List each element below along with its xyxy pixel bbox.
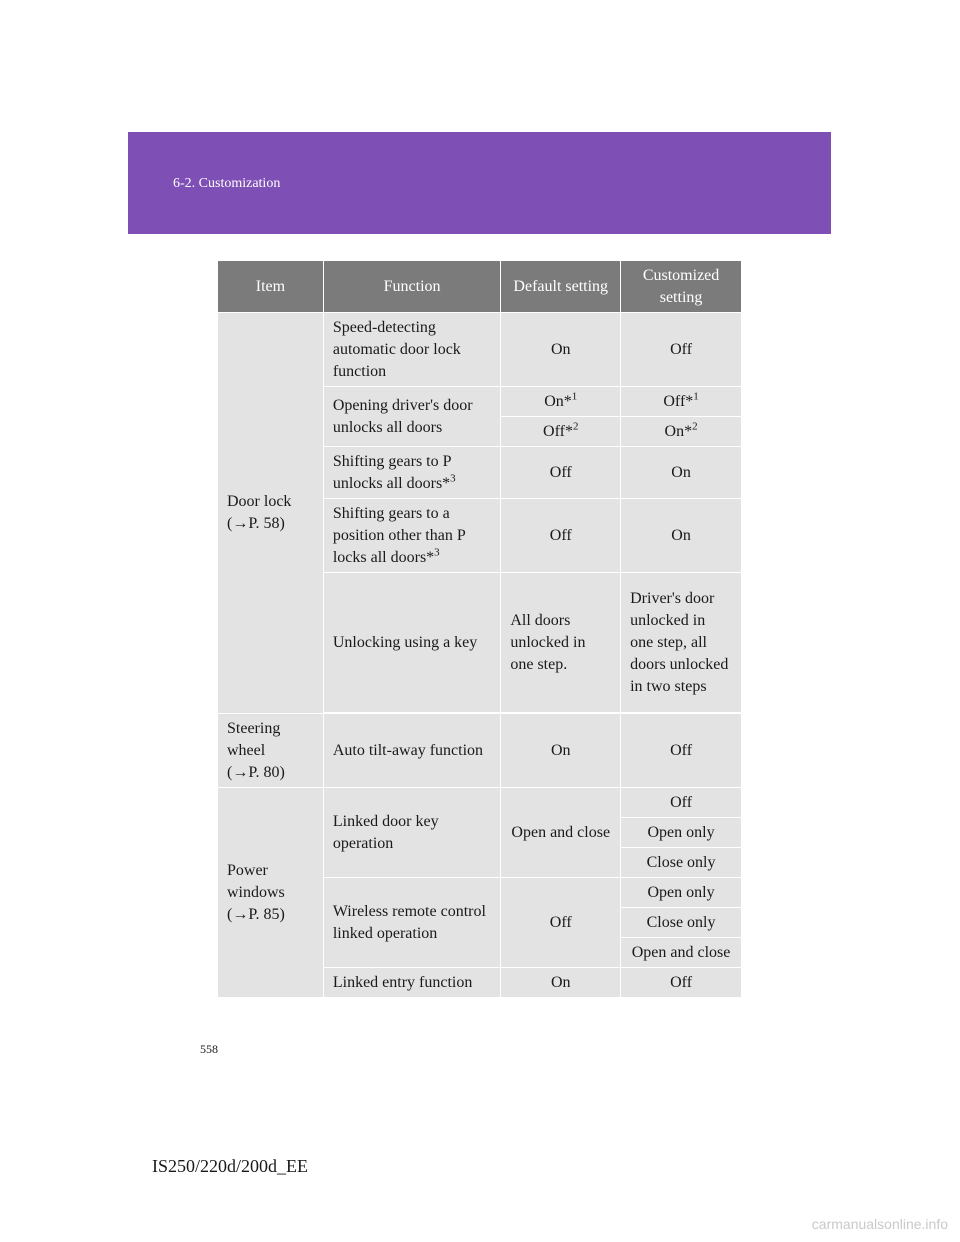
item-steering <box>218 714 324 788</box>
function-shift-other <box>323 499 501 573</box>
custom-opening-driver-2-value: On* <box>664 422 693 440</box>
custom-speed-detecting: Off <box>621 313 742 387</box>
footnote-marker: 2 <box>572 420 579 433</box>
default-opening-driver-1-value: On* <box>544 392 572 410</box>
table-row <box>218 788 742 818</box>
custom-tilt-away: Off <box>621 714 742 788</box>
function-shift-p <box>323 447 501 499</box>
function-shift-p-text: Shifting gears to P unlocks all doors* <box>332 452 451 492</box>
footnote-marker: 3 <box>434 546 440 559</box>
function-shift-other-text: Shifting gears to a position other than P locks all doors* <box>332 504 466 566</box>
custom-opening-driver-1 <box>621 387 742 417</box>
default-linked-entry: On <box>501 968 621 998</box>
table-row <box>218 313 742 387</box>
custom-linked-door-key-0: Off <box>621 788 742 818</box>
custom-opening-driver-1-value: Off* <box>663 392 694 410</box>
header-band <box>128 132 831 234</box>
col-header-default: Default setting <box>501 261 621 313</box>
default-speed-detecting: On <box>501 313 621 387</box>
default-linked-door-key: Open and close <box>501 788 621 878</box>
default-tilt-away: On <box>501 714 621 788</box>
custom-linked-entry: Off <box>621 968 742 998</box>
col-header-item: Item <box>218 261 324 313</box>
item-door-lock-label: Door lock <box>227 493 292 510</box>
col-header-customized: Customized setting <box>621 261 742 313</box>
default-opening-driver-1 <box>501 387 621 417</box>
item-door-lock-ref: (→P. 58) <box>227 515 285 532</box>
watermark: carmanualsonline.info <box>811 1216 948 1232</box>
default-wireless-remote: Off <box>501 878 621 968</box>
custom-shift-other: On <box>621 499 742 573</box>
default-unlock-key: All doors unlocked in one step. <box>501 573 621 713</box>
footnote-marker: 3 <box>450 472 456 485</box>
table-header-row <box>218 261 742 313</box>
custom-linked-door-key-1: Open only <box>621 818 742 848</box>
section-label: 6-2. Customization <box>173 176 281 191</box>
default-opening-driver-2-value: Off* <box>543 422 573 440</box>
col-header-function: Function <box>323 261 501 313</box>
custom-unlock-key: Driver's door unlocked in one step, all doors unlocked in two steps <box>621 573 742 713</box>
item-steering-ref: (→P. 80) <box>227 763 285 781</box>
custom-shift-p: On <box>621 447 742 499</box>
function-opening-driver: Opening driver's door unlocks all doors <box>323 387 501 447</box>
custom-wireless-remote-2: Open and close <box>621 938 742 968</box>
function-tilt-away: Auto tilt-away function <box>323 714 501 788</box>
item-power-windows-label: Power windows <box>227 861 285 901</box>
custom-linked-door-key-2: Close only <box>621 848 742 878</box>
footnote-marker: 2 <box>692 420 698 433</box>
page-number: 558 <box>200 1042 218 1056</box>
custom-wireless-remote-1: Close only <box>621 908 742 938</box>
table-row <box>218 714 742 788</box>
item-power-windows-ref: (→P. 85) <box>227 905 285 923</box>
item-power-windows <box>218 788 324 998</box>
item-steering-label: Steering wheel <box>227 719 281 759</box>
function-unlock-key: Unlocking using a key <box>323 573 501 713</box>
function-speed-detecting: Speed-detecting automatic door lock function <box>323 313 501 387</box>
footer-model: IS250/220d/200d_EE <box>152 1156 308 1176</box>
custom-wireless-remote-0: Open only <box>621 878 742 908</box>
customization-table <box>217 260 742 998</box>
default-shift-other: Off <box>501 499 621 573</box>
footnote-marker: 1 <box>571 390 578 403</box>
item-door-lock <box>218 313 324 714</box>
default-opening-driver-2 <box>501 417 621 447</box>
function-linked-door-key: Linked door key operation <box>323 788 501 878</box>
function-linked-entry: Linked entry function <box>323 968 501 998</box>
footnote-marker: 1 <box>693 390 699 403</box>
function-wireless-remote: Wireless remote control linked operation <box>323 878 501 968</box>
default-shift-p: Off <box>501 447 621 499</box>
custom-opening-driver-2 <box>621 417 742 447</box>
